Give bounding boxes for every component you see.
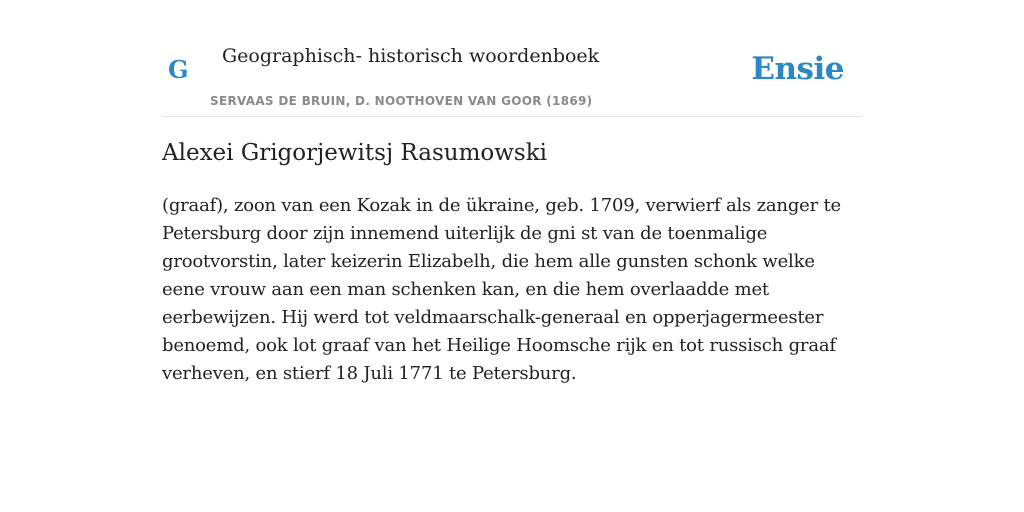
book-letter-icon[interactable]: G (168, 55, 189, 84)
book-title-link[interactable]: Geographisch- historisch woordenboek (222, 45, 600, 67)
entry-body: (graaf), zoon van een Kozak in de ükraine, geb. 1709, verwierf als zanger te Petersburg door zijn innemend uiterlijk de gni st van de toenmalige grootvorstin, later keizerin Elizabelh, die hem alle gunsten schonk welke eene vrouw aan een man schenken kan, en die hem overlaadde met eerbewijzen. Hij werd tot veldmaarschalk-generaal en opperjagermeester benoemd, ook lot graaf van het Heilige Hoomsche rijk en tot russisch graaf verheven, en stierf 18 Juli 1771 te Petersburg. (162, 195, 842, 384)
entry-title: Alexei Grigorjewitsj Rasumowski (162, 140, 548, 166)
ensie-logo[interactable]: Ensie (751, 51, 844, 87)
source-header (162, 0, 862, 117)
book-authors: SERVAAS DE BRUIN, D. NOOTHOVEN VAN GOOR (1869) (210, 94, 593, 108)
